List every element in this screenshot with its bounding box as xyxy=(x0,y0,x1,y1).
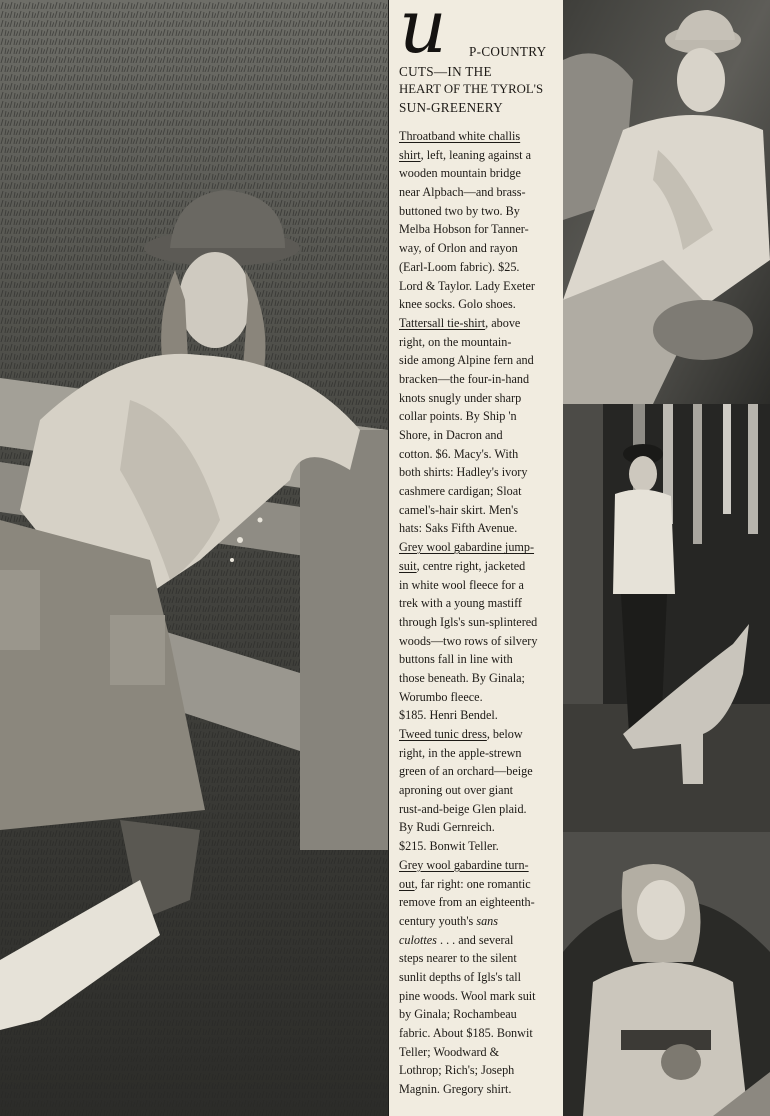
body-line xyxy=(399,146,557,165)
item-name-underlined: suit xyxy=(399,558,417,573)
body-line xyxy=(399,781,557,800)
headline-line-3: HEART OF THE TYROL'S xyxy=(399,82,544,96)
body-line xyxy=(399,931,557,950)
body-line xyxy=(399,538,557,557)
body-line xyxy=(399,688,557,707)
item-name-underlined: Tattersall tie-shirt xyxy=(399,315,486,330)
body-line xyxy=(399,295,557,314)
body-text-fragment: cashmere cardigan; Sloat xyxy=(399,484,522,499)
body-text-fragment: Teller; Woodward & xyxy=(399,1044,500,1059)
body-text-fragment: $215. Bonwit Teller. xyxy=(399,839,499,854)
item-name-underlined: Grey wool gabardine turn- xyxy=(399,857,529,872)
body-line xyxy=(399,949,557,968)
body-line xyxy=(399,725,557,744)
photo-top-right-image xyxy=(563,0,770,404)
body-line xyxy=(399,987,557,1006)
body-text-fragment: near Alpbach—and brass- xyxy=(399,185,526,200)
headline-drop-cap: u xyxy=(399,0,447,70)
body-line xyxy=(399,576,557,595)
body-line xyxy=(399,220,557,239)
item-name-underlined: out xyxy=(399,876,415,891)
body-line xyxy=(399,463,557,482)
body-text-fragment: knots snugly under sharp xyxy=(399,390,522,405)
body-text-fragment: fabric. About $185. Bonwit xyxy=(399,1026,533,1040)
body-text-fragment: trek with a young mastiff xyxy=(399,596,522,611)
body-text-fragment: , below xyxy=(486,727,523,741)
body-line xyxy=(399,277,557,296)
body-line xyxy=(399,912,557,931)
body-line xyxy=(399,314,557,333)
body-text-fragment: remove from an eighteenth- xyxy=(399,895,535,910)
body-line xyxy=(399,482,557,501)
body-line xyxy=(399,893,557,912)
photo-bottom-right-image xyxy=(563,832,770,1116)
body-text-fragment: century youth's xyxy=(399,913,477,928)
photo-bottom-right-model-tunic-dress xyxy=(563,832,770,1116)
body-line xyxy=(399,202,557,221)
body-text-fragment: aproning out over giant xyxy=(399,783,514,798)
body-line xyxy=(399,1043,557,1062)
body-line xyxy=(399,837,557,856)
body-text-fragment: Lord & Taylor. Lady Exeter xyxy=(399,278,535,293)
body-text-fragment: , left, leaning against a xyxy=(420,147,531,162)
body-text-fragment: . . . and several xyxy=(436,932,514,947)
photo-top-right-model-mountainside xyxy=(563,0,770,404)
body-text-fragment: cotton. $6. Macy's. With xyxy=(399,446,519,461)
body-text-fragment: side among Alpine fern and xyxy=(399,353,534,368)
body-line xyxy=(399,557,557,576)
body-text-fragment: camel's-hair skirt. Men's xyxy=(399,502,519,517)
body-text-fragment: knee socks. Golo shoes. xyxy=(399,297,516,312)
body-line xyxy=(399,351,557,370)
headline-line-1: P-COUNTRY xyxy=(469,44,547,59)
body-line xyxy=(399,875,557,894)
body-line xyxy=(399,183,557,202)
body-text-fragment: pine woods. Wool mark suit xyxy=(399,988,536,1003)
body-line xyxy=(399,650,557,669)
body-text-fragment: right, in the apple-strewn xyxy=(399,745,522,760)
body-text-fragment: Lothrop; Rich's; Joseph xyxy=(399,1063,515,1078)
body-line xyxy=(399,632,557,651)
body-line xyxy=(399,762,557,781)
body-text-fragment: (Earl-Loom fabric). $25. xyxy=(399,259,520,274)
body-line xyxy=(399,519,557,538)
body-text-fragment: bracken—the four-in-hand xyxy=(399,371,530,386)
body-text-fragment: collar points. By Ship 'n xyxy=(399,409,517,424)
body-text-fragment: steps nearer to the silent xyxy=(399,951,517,966)
item-name-underlined: Grey wool gabardine jump- xyxy=(399,540,535,555)
body-text-fragment: buttons fall in line with xyxy=(399,652,513,667)
body-text-fragment: , centre right, jacketed xyxy=(416,558,526,573)
body-line xyxy=(399,1061,557,1080)
body-line xyxy=(399,856,557,875)
body-line xyxy=(399,1005,557,1024)
article-text-column xyxy=(389,0,563,1116)
body-line xyxy=(399,389,557,408)
body-text-fragment: both shirts: Hadley's ivory xyxy=(399,465,528,480)
body-text-fragment: Shore, in Dacron and xyxy=(399,428,503,442)
body-text-fragment: rust-and-beige Glen plaid. xyxy=(399,801,527,816)
body-text-fragment: By Rudi Gernreich. xyxy=(399,820,495,835)
body-text-fragment: hats: Saks Fifth Avenue. xyxy=(399,521,518,536)
body-text-fragment: by Ginala; Rochambeau xyxy=(399,1007,517,1022)
body-line xyxy=(399,613,557,632)
body-line xyxy=(399,1080,557,1099)
body-line xyxy=(399,370,557,389)
body-line xyxy=(399,333,557,352)
body-text-fragment: Magnin. Gregory shirt. xyxy=(399,1082,512,1097)
body-line xyxy=(399,818,557,837)
body-text-fragment: , above xyxy=(485,315,521,330)
body-text-fragment: green of an orchard—beige xyxy=(399,764,533,779)
body-text-fragment: woods—two rows of silvery xyxy=(399,633,538,648)
headline-line-2: CUTS—IN THE xyxy=(399,64,492,79)
body-text-fragment: way, of Orlon and rayon xyxy=(399,241,518,256)
photo-middle-right-image xyxy=(563,404,770,832)
body-line xyxy=(399,800,557,819)
body-text-fragment: wooden mountain bridge xyxy=(399,166,521,181)
body-line xyxy=(399,164,557,183)
italic-text: culottes xyxy=(399,932,437,947)
body-text-fragment: through Igls's sun-splintered xyxy=(399,614,538,629)
body-line xyxy=(399,968,557,987)
item-name-underlined: Throatband white challis xyxy=(399,129,521,143)
body-line xyxy=(399,445,557,464)
body-text-fragment: $185. Henri Bendel. xyxy=(399,708,498,723)
body-text-fragment: sunlit depths of Igls's tall xyxy=(399,969,522,984)
body-line xyxy=(399,744,557,763)
headline xyxy=(399,2,557,120)
photo-middle-right-model-with-mastiff xyxy=(563,404,770,832)
body-line xyxy=(399,239,557,258)
body-text-fragment: those beneath. By Ginala; xyxy=(399,670,525,685)
body-text-fragment: in white wool fleece for a xyxy=(399,577,524,592)
item-name-underlined: shirt xyxy=(399,147,421,162)
body-line xyxy=(399,669,557,688)
body-text-fragment: Worumbo fleece. xyxy=(399,689,483,704)
headline-line-4: SUN-GREENERY xyxy=(399,100,503,115)
body-line xyxy=(399,258,557,277)
body-line xyxy=(399,594,557,613)
body-line xyxy=(399,706,557,725)
body-text-fragment: Melba Hobson for Tanner- xyxy=(399,222,529,237)
body-text-fragment: , far right: one romantic xyxy=(414,876,531,891)
body-copy xyxy=(399,127,557,1099)
item-name-underlined: Tweed tunic dress xyxy=(399,727,487,741)
italic-text: sans xyxy=(476,913,499,928)
body-text-fragment: buttoned two by two. By xyxy=(399,203,520,218)
body-line xyxy=(399,501,557,520)
body-line xyxy=(399,407,557,426)
body-line xyxy=(399,1024,557,1043)
body-line xyxy=(399,127,557,146)
body-text-fragment: right, on the mountain- xyxy=(399,334,512,349)
body-line xyxy=(399,426,557,445)
